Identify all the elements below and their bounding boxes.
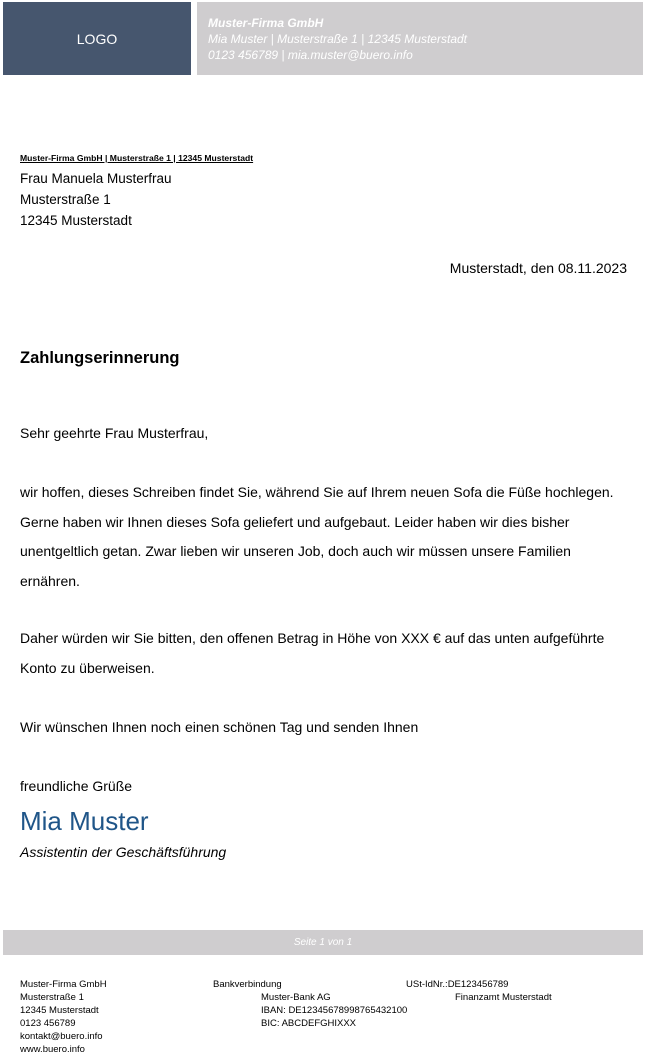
footer-bank-title: Bankverbindung [213, 979, 282, 990]
contact-line-2: 0123 456789 | mia.muster@buero.info [208, 48, 413, 62]
recipient-address [20, 168, 172, 231]
footer-tax-id: USt-IdNr.:DE123456789 [406, 979, 509, 990]
signer-role: Assistentin der Geschäftsführung [20, 844, 227, 860]
footer-company-street: Musterstraße 1 [20, 992, 84, 1003]
footer-company-city: 12345 Musterstadt [20, 1005, 99, 1016]
signature-name: Mia Muster [20, 806, 149, 836]
footer-bank-iban: IBAN: DE12345678998765432100 [261, 1005, 408, 1016]
page-indicator-bar [3, 930, 643, 955]
recipient-street: Musterstraße 1 [20, 192, 111, 207]
salutation: Sehr geehrte Frau Musterfrau, [20, 425, 209, 441]
footer-bank-name: Muster-Bank AG [261, 992, 331, 1003]
company-name: Muster-Firma GmbH [208, 16, 324, 30]
footer-company-phone: 0123 456789 [20, 1018, 76, 1029]
footer-company-column [20, 978, 107, 1056]
page-indicator: Seite 1 von 1 [293, 937, 353, 948]
body-paragraph-1: wir hoffen, dieses Schreiben findet Sie, während Sie auf Ihrem neuen Sofa die Füße hochlegen. Gerne haben wir Ihnen dieses Sofa geliefert und aufgebaut. Leider haben wir dies bisher unentgeltlich getan. Zwar lieben wir unseren Job, doch auch wir müssen unsere Familien ernähren. [20, 484, 614, 589]
logo [3, 2, 191, 75]
contact-line-1: Mia Muster | Musterstraße 1 | 12345 Musterstadt [208, 32, 467, 46]
footer-company-name: Muster-Firma GmbH [20, 979, 107, 990]
logo-label: LOGO [76, 30, 118, 47]
letterhead-contact [197, 2, 643, 75]
letter-date: Musterstadt, den 08.11.2023 [449, 260, 627, 276]
recipient-name: Frau Manuela Musterfrau [20, 171, 172, 186]
footer-company-email: kontakt@buero.info [20, 1031, 103, 1042]
recipient-city: 12345 Musterstadt [20, 213, 132, 228]
body-paragraph-3: Wir wünschen Ihnen noch einen schönen Tag und senden Ihnen [20, 719, 419, 735]
closing-phrase: freundliche Grüße [20, 778, 133, 794]
body-paragraph-2: Daher würden wir Sie bitten, den offenen Betrag in Höhe von XXX € auf das unten aufgeführte Konto zu überweisen. [20, 630, 605, 676]
footer-bank-column [261, 991, 407, 1030]
footer-tax-office: Finanzamt Musterstadt [455, 992, 552, 1003]
letter-subject: Zahlungserinnerung [20, 349, 180, 367]
footer-bank-bic: BIC: ABCDEFGHIXXX [261, 1018, 357, 1029]
footer-company-website: www.buero.info [20, 1044, 85, 1055]
sender-return-address: Muster-Firma GmbH | Musterstraße 1 | 12345 Musterstadt [20, 153, 254, 163]
